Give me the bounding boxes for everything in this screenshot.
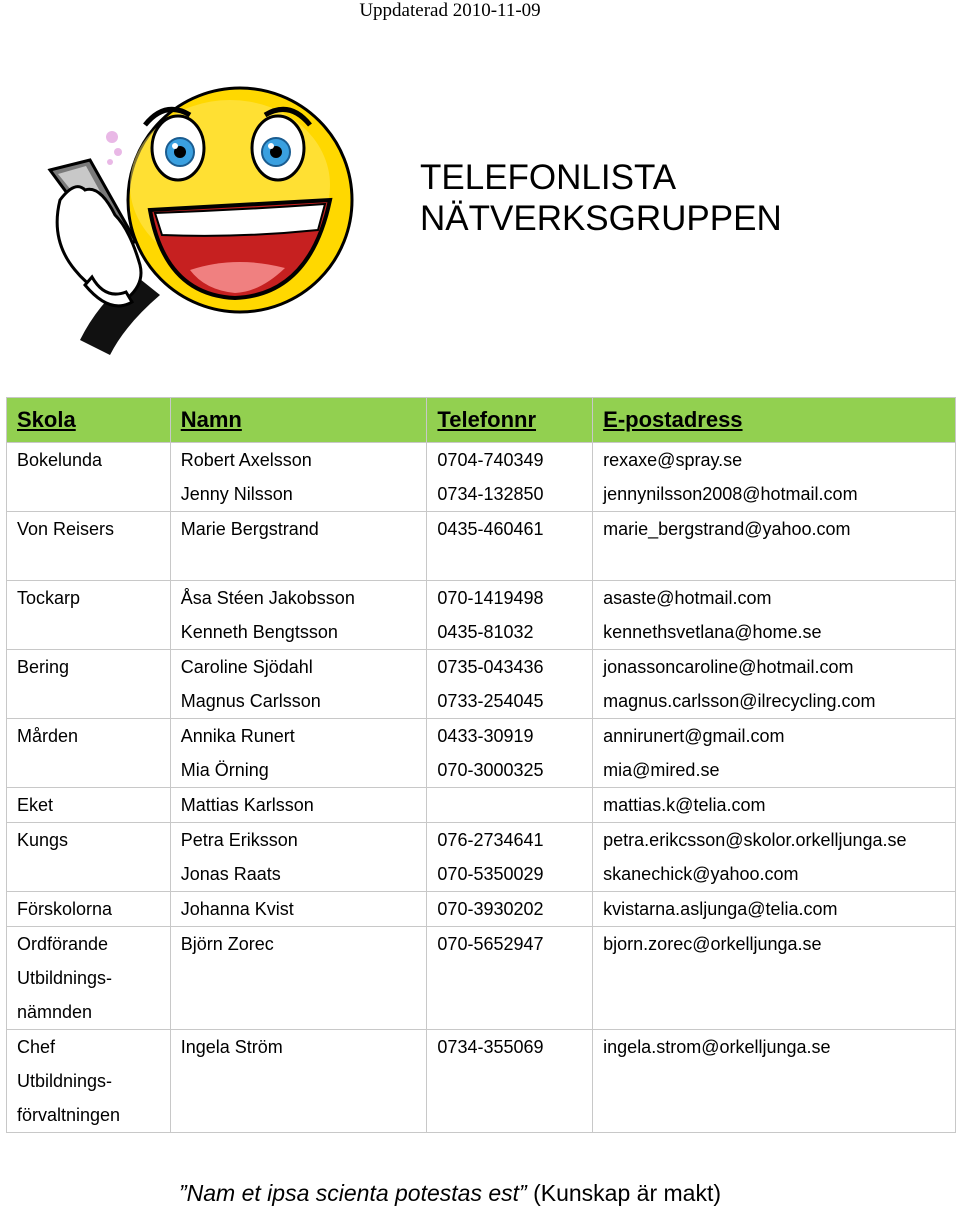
- school-cell: [7, 719, 171, 788]
- name-cell: [170, 719, 427, 788]
- name-cell: [170, 927, 427, 1030]
- school-cell: [7, 443, 171, 512]
- column-header-skola: Skola: [7, 398, 171, 443]
- contact-name: Mattias Karlsson: [180, 795, 314, 815]
- updated-date: Uppdaterad 2010-11-09: [359, 0, 541, 21]
- name-cell: [170, 1030, 427, 1133]
- school-cell: [7, 788, 171, 823]
- phone-cell: [427, 927, 593, 1030]
- name-cell: [170, 823, 427, 892]
- email-cell: [593, 512, 956, 581]
- motto-latin: ”Nam et ipsa scienta potestas est”: [178, 1180, 527, 1206]
- school-cell: [7, 927, 171, 1030]
- email-address: bjorn.zorec@orkelljunga.se: [603, 934, 822, 954]
- phone-number: 070-5652947: [437, 934, 544, 954]
- footer-motto: [0, 1178, 900, 1208]
- school-name: förvaltningen: [17, 1105, 121, 1125]
- school-name: Kungs: [17, 830, 69, 850]
- contact-name: Jenny Nilsson: [180, 484, 293, 504]
- email-cell: [593, 788, 956, 823]
- name-cell: [170, 581, 427, 650]
- email-address: skanechick@yahoo.com: [603, 864, 799, 884]
- email-address: jennynilsson2008@hotmail.com: [603, 484, 858, 504]
- phone-cell: [427, 650, 593, 719]
- school-name: Ordförande: [17, 934, 109, 954]
- school-name: Mården: [17, 726, 79, 746]
- school-name: Von Reisers: [17, 519, 115, 539]
- phone-cell: [427, 512, 593, 581]
- table-row: [7, 719, 956, 788]
- email-cell: [593, 1030, 956, 1133]
- email-address: annirunert@gmail.com: [603, 726, 785, 746]
- contact-name: Caroline Sjödahl: [180, 657, 313, 677]
- phone-cell: [427, 581, 593, 650]
- smiley-phone-icon: [40, 70, 360, 360]
- table-body: [7, 443, 956, 1133]
- table-row: [7, 650, 956, 719]
- contact-name: Kenneth Bengtsson: [180, 622, 338, 642]
- title-line-1: TELEFONLISTA: [420, 158, 677, 197]
- school-name: Förskolorna: [17, 899, 113, 919]
- table-row: [7, 892, 956, 927]
- email-address: kvistarna.asljunga@telia.com: [603, 899, 838, 919]
- email-address: jonassoncaroline@hotmail.com: [603, 657, 854, 677]
- school-name: Bering: [17, 657, 70, 677]
- school-cell: [7, 1030, 171, 1133]
- phone-cell: [427, 788, 593, 823]
- school-cell: [7, 650, 171, 719]
- phone-number: [437, 788, 582, 822]
- email-address: mia@mired.se: [603, 760, 720, 780]
- school-cell: [7, 512, 171, 581]
- table-row: [7, 927, 956, 1030]
- phone-number: 070-3930202: [437, 899, 544, 919]
- name-cell: [170, 443, 427, 512]
- contact-name: Robert Axelsson: [180, 450, 312, 470]
- phone-cell: [427, 1030, 593, 1133]
- contact-name: Björn Zorec: [180, 934, 274, 954]
- email-address: magnus.carlsson@ilrecycling.com: [603, 691, 876, 711]
- email-address: marie_bergstrand@yahoo.com: [603, 519, 851, 539]
- contact-name: Jonas Raats: [180, 864, 281, 884]
- email-address: [603, 546, 945, 580]
- name-cell: [170, 892, 427, 927]
- email-address: ingela.strom@orkelljunga.se: [603, 1037, 831, 1057]
- contact-name: Magnus Carlsson: [180, 691, 321, 711]
- phone-number: 0735-043436: [437, 657, 544, 677]
- email-cell: [593, 823, 956, 892]
- school-name: nämnden: [17, 1002, 93, 1022]
- school-cell: [7, 581, 171, 650]
- column-header-namn: Namn: [170, 398, 427, 443]
- email-cell: [593, 927, 956, 1030]
- email-cell: [593, 443, 956, 512]
- phone-number: 0435-460461: [437, 519, 544, 539]
- phone-number: 070-3000325: [437, 760, 544, 780]
- phone-number: 076-2734641: [437, 830, 544, 850]
- phone-number: 0435-81032: [437, 622, 534, 642]
- table-row: [7, 1030, 956, 1133]
- name-cell: [170, 650, 427, 719]
- email-address: petra.erikcsson@skolor.orkelljunga.se: [603, 830, 907, 850]
- column-header-telefonnr: Telefonnr: [427, 398, 593, 443]
- email-address: kennethsvetlana@home.se: [603, 622, 822, 642]
- school-cell: [7, 892, 171, 927]
- contact-name: [181, 546, 417, 580]
- phone-number: 0733-254045: [437, 691, 544, 711]
- email-cell: [593, 650, 956, 719]
- contact-name: Marie Bergstrand: [180, 519, 319, 539]
- table-row: [7, 581, 956, 650]
- phone-number: 0433-30919: [437, 726, 534, 746]
- phone-number: [437, 546, 582, 580]
- phone-number: 0734-132850: [437, 484, 544, 504]
- email-address: asaste@hotmail.com: [603, 588, 772, 608]
- table-header-row: [7, 398, 956, 443]
- phone-number: 070-1419498: [437, 588, 544, 608]
- title-line-2: NÄTVERKSGRUPPEN: [420, 199, 782, 238]
- name-cell: [170, 788, 427, 823]
- school-name: Utbildnings-: [17, 1071, 113, 1091]
- contact-name: Annika Runert: [180, 726, 295, 746]
- school-name: Eket: [17, 795, 54, 815]
- phone-number: 0734-355069: [437, 1037, 544, 1057]
- school-cell: [7, 823, 171, 892]
- contact-name: Åsa Stéen Jakobsson: [180, 588, 355, 608]
- school-name: Tockarp: [17, 588, 81, 608]
- email-address: mattias.k@telia.com: [603, 795, 766, 815]
- table-row: [7, 788, 956, 823]
- motto-swedish: (Kunskap är makt): [533, 1180, 721, 1206]
- school-name: Utbildnings-: [17, 968, 113, 988]
- name-cell: [170, 512, 427, 581]
- phone-cell: [427, 823, 593, 892]
- phone-cell: [427, 719, 593, 788]
- table-row: [7, 443, 956, 512]
- school-name: Chef: [17, 1037, 56, 1057]
- column-header-epost: E-postadress: [593, 398, 956, 443]
- phone-number: 070-5350029: [437, 864, 544, 884]
- contact-name: Johanna Kvist: [180, 899, 294, 919]
- contact-name: Mia Örning: [180, 760, 269, 780]
- contact-name: Ingela Ström: [180, 1037, 283, 1057]
- phone-cell: [427, 892, 593, 927]
- phone-number: 0704-740349: [437, 450, 544, 470]
- phone-list-table: [6, 397, 956, 1133]
- email-cell: [593, 581, 956, 650]
- email-address: rexaxe@spray.se: [603, 450, 743, 470]
- contact-name: Petra Eriksson: [180, 830, 298, 850]
- table-row: [7, 512, 956, 581]
- school-name: Bokelunda: [17, 450, 103, 470]
- email-cell: [593, 892, 956, 927]
- email-cell: [593, 719, 956, 788]
- page-title: [420, 157, 782, 239]
- table-row: [7, 823, 956, 892]
- phone-cell: [427, 443, 593, 512]
